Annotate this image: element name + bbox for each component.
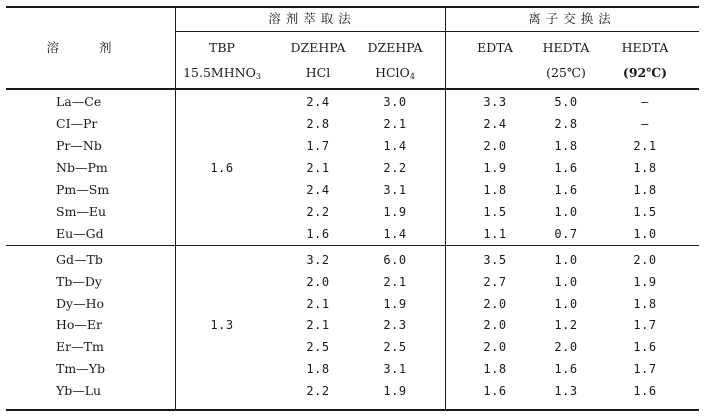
cell-edta: 1.1 <box>483 227 507 241</box>
cell-hedta-92: 1.6 <box>633 340 657 354</box>
cell-dzehpa-hclo4: 1.9 <box>383 297 407 311</box>
solvent-column-divider <box>175 6 176 411</box>
cell-dzehpa-hcl: 1.7 <box>306 139 330 153</box>
cell-dzehpa-hcl: 2.0 <box>306 275 330 289</box>
cell-hedta-25: 1.0 <box>554 205 578 219</box>
cell-hedta-25: 2.8 <box>554 117 578 131</box>
cell-hedta-92: 1.5 <box>633 205 657 219</box>
row-pair-label: Nb—Pm <box>56 160 108 175</box>
top-rule <box>6 6 699 8</box>
col-header-dzehpa-hclo4: DZEHPA <box>367 40 423 55</box>
cell-dzehpa-hcl: 2.2 <box>306 384 330 398</box>
tbp-value-group-1: 1.6 <box>210 161 234 175</box>
row-pair-label: Gd—Tb <box>56 252 103 267</box>
cell-dzehpa-hcl: 2.1 <box>306 297 330 311</box>
cell-edta: 2.4 <box>483 117 507 131</box>
cell-hedta-92: 1.0 <box>633 227 657 241</box>
cell-edta: 3.3 <box>483 95 507 109</box>
row-pair-label: Pr—Nb <box>56 138 102 153</box>
col-header-hedta-25: HEDTA <box>542 40 590 55</box>
cell-hedta-25: 1.2 <box>554 318 578 332</box>
cell-dzehpa-hclo4: 1.4 <box>383 227 407 241</box>
solvent-header: 溶 剂 <box>46 40 130 55</box>
cell-hedta-92: 1.8 <box>633 183 657 197</box>
cell-edta: 1.6 <box>483 384 507 398</box>
ion-exchange-group-header: 离子交换法 <box>528 11 616 26</box>
cell-hedta-92: 2.0 <box>633 253 657 267</box>
row-pair-label: Eu—Gd <box>56 226 104 241</box>
cell-dzehpa-hcl: 2.4 <box>306 95 330 109</box>
cell-hedta-25: 2.0 <box>554 340 578 354</box>
cell-dzehpa-hclo4: 1.9 <box>383 384 407 398</box>
col-subheader-dzehpa-hclo4: HClO$_4$ <box>375 65 415 81</box>
cell-hedta-25: 1.6 <box>554 183 578 197</box>
group-header-rule <box>175 31 699 32</box>
cell-dzehpa-hclo4: 3.1 <box>383 183 407 197</box>
row-pair-label: La—Ce <box>56 94 102 109</box>
method-column-divider <box>445 6 446 411</box>
cell-edta: 2.0 <box>483 139 507 153</box>
cell-hedta-92: — <box>641 117 649 131</box>
row-pair-label: Tb—Dy <box>56 274 102 289</box>
cell-dzehpa-hclo4: 3.1 <box>383 362 407 376</box>
bottom-rule <box>6 409 699 411</box>
cell-dzehpa-hcl: 1.8 <box>306 362 330 376</box>
cell-dzehpa-hcl: 2.8 <box>306 117 330 131</box>
row-pair-label: Er—Tm <box>56 339 104 354</box>
cell-dzehpa-hclo4: 2.1 <box>383 275 407 289</box>
col-subheader-tbp: $15.5MHNO_3$ <box>183 65 261 81</box>
cell-dzehpa-hcl: 2.4 <box>306 183 330 197</box>
cell-hedta-92: 1.7 <box>633 318 657 332</box>
cell-edta: 2.0 <box>483 318 507 332</box>
cell-edta: 2.7 <box>483 275 507 289</box>
cell-hedta-92: — <box>641 95 649 109</box>
col-header-dzehpa-hcl: DZEHPA <box>290 40 346 55</box>
header-bottom-rule <box>6 88 699 90</box>
cell-hedta-92: 1.8 <box>633 297 657 311</box>
row-pair-label: Sm—Eu <box>56 204 107 219</box>
cell-hedta-25: 5.0 <box>554 95 578 109</box>
row-pair-label: CI—Pr <box>56 116 98 131</box>
cell-hedta-25: 1.0 <box>554 253 578 267</box>
col-header-edta: EDTA <box>477 40 513 55</box>
cell-hedta-92: 1.9 <box>633 275 657 289</box>
cell-dzehpa-hclo4: 2.1 <box>383 117 407 131</box>
row-pair-label: Ho—Er <box>56 317 103 332</box>
cell-edta: 3.5 <box>483 253 507 267</box>
cell-hedta-92: 1.6 <box>633 384 657 398</box>
row-pair-label: Dy—Ho <box>56 296 105 311</box>
cell-dzehpa-hclo4: 2.2 <box>383 161 407 175</box>
group-divider-rule <box>6 245 699 246</box>
col-header-hedta-92: HEDTA <box>621 40 669 55</box>
row-pair-label: Pm—Sm <box>56 182 110 197</box>
cell-hedta-25: 1.0 <box>554 297 578 311</box>
solvent-extraction-group-header: 溶剂萃取法 <box>268 11 356 26</box>
cell-dzehpa-hcl: 2.5 <box>306 340 330 354</box>
cell-hedta-92: 2.1 <box>633 139 657 153</box>
col-subheader-hedta-25: (25℃) <box>546 65 586 80</box>
col-header-tbp: TBP <box>209 40 235 55</box>
cell-hedta-25: 0.7 <box>554 227 578 241</box>
cell-edta: 1.5 <box>483 205 507 219</box>
col-subheader-hedta-92: (92℃) <box>622 65 668 80</box>
cell-edta: 2.0 <box>483 340 507 354</box>
cell-hedta-25: 1.6 <box>554 161 578 175</box>
row-pair-label: Yb—Lu <box>56 383 102 398</box>
cell-dzehpa-hcl: 3.2 <box>306 253 330 267</box>
cell-dzehpa-hclo4: 1.9 <box>383 205 407 219</box>
cell-dzehpa-hcl: 2.2 <box>306 205 330 219</box>
cell-edta: 1.8 <box>483 362 507 376</box>
col-subheader-dzehpa-hcl: HCl <box>305 65 331 80</box>
cell-hedta-92: 1.8 <box>633 161 657 175</box>
cell-hedta-92: 1.7 <box>633 362 657 376</box>
row-pair-label: Tm—Yb <box>56 361 105 376</box>
cell-dzehpa-hclo4: 3.0 <box>383 95 407 109</box>
cell-dzehpa-hcl: 2.1 <box>306 318 330 332</box>
cell-edta: 1.8 <box>483 183 507 197</box>
cell-dzehpa-hclo4: 6.0 <box>383 253 407 267</box>
cell-hedta-25: 1.6 <box>554 362 578 376</box>
cell-hedta-25: 1.3 <box>554 384 578 398</box>
cell-dzehpa-hclo4: 2.3 <box>383 318 407 332</box>
cell-edta: 1.9 <box>483 161 507 175</box>
tbp-value-group-2: 1.3 <box>210 318 234 332</box>
cell-dzehpa-hclo4: 2.5 <box>383 340 407 354</box>
cell-dzehpa-hclo4: 1.4 <box>383 139 407 153</box>
cell-hedta-25: 1.8 <box>554 139 578 153</box>
cell-dzehpa-hcl: 2.1 <box>306 161 330 175</box>
cell-hedta-25: 1.0 <box>554 275 578 289</box>
cell-edta: 2.0 <box>483 297 507 311</box>
cell-dzehpa-hcl: 1.6 <box>306 227 330 241</box>
